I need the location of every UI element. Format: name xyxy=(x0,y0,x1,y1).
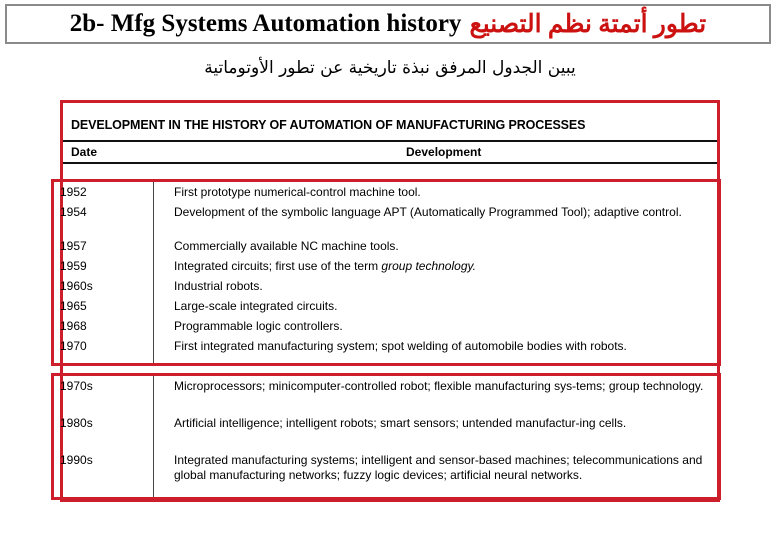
column-divider xyxy=(153,182,154,363)
row-date: 1957 xyxy=(60,239,87,253)
row-development: First integrated manufacturing system; spot welding of automobile bodies with robots. xyxy=(174,339,627,353)
slide-subtitle: يبين الجدول المرفق نبذة تاريخية عن تطور الأوتوماتية xyxy=(204,58,576,78)
row-date: 1954 xyxy=(60,205,87,219)
table-group-1970s-1990s xyxy=(51,373,721,500)
title-english: 2b- Mfg Systems Automation history xyxy=(69,10,462,37)
title-arabic: تطور أتمتة نظم التصنيع xyxy=(469,11,707,38)
row-development xyxy=(174,259,709,274)
row-date: 1990s xyxy=(60,453,93,467)
row-development: Integrated manufacturing systems; intelligent and sensor-based machines; telecommunications and global manufacturing networks; fuzzy logic devices; artificial neural networks. xyxy=(174,453,703,482)
column-divider xyxy=(153,376,154,497)
column-header-development: Development xyxy=(406,145,482,159)
row-date: 1952 xyxy=(60,185,87,199)
row-date: 1965 xyxy=(60,299,87,313)
row-date: 1970 xyxy=(60,339,87,353)
slide-title xyxy=(5,4,771,44)
row-development: Microprocessors; minicomputer-controlled robot; flexible manufacturing sys-tems; group technology. xyxy=(174,379,704,393)
row-development: Industrial robots. xyxy=(174,279,263,293)
row-development: Development of the symbolic language APT (Automatically Programmed Tool); adaptive control. xyxy=(174,205,682,219)
column-header-date: Date xyxy=(71,145,98,159)
development-term: group technology. xyxy=(381,259,476,273)
row-development: Artificial intelligence; intelligent robots; smart sensors; untended manufactur-ing cells. xyxy=(174,416,627,430)
row-date: 1959 xyxy=(60,259,87,273)
table-header-row xyxy=(63,140,717,164)
row-development: Commercially available NC machine tools. xyxy=(174,239,399,253)
row-date: 1980s xyxy=(60,416,93,430)
development-text: Integrated circuits; first use of the term xyxy=(174,259,382,273)
row-date: 1968 xyxy=(60,319,87,333)
history-table xyxy=(60,100,720,502)
row-development: Large-scale integrated circuits. xyxy=(174,299,338,313)
row-date: 1970s xyxy=(60,379,93,393)
table-group-1950s-1970 xyxy=(51,179,721,366)
table-heading: DEVELOPMENT IN THE HISTORY OF AUTOMATION OF MANUFACTURING PROCESSES xyxy=(71,118,586,132)
row-development: Programmable logic controllers. xyxy=(174,319,343,333)
row-date: 1960s xyxy=(60,279,93,293)
row-development: First prototype numerical-control machine tool. xyxy=(174,185,421,199)
